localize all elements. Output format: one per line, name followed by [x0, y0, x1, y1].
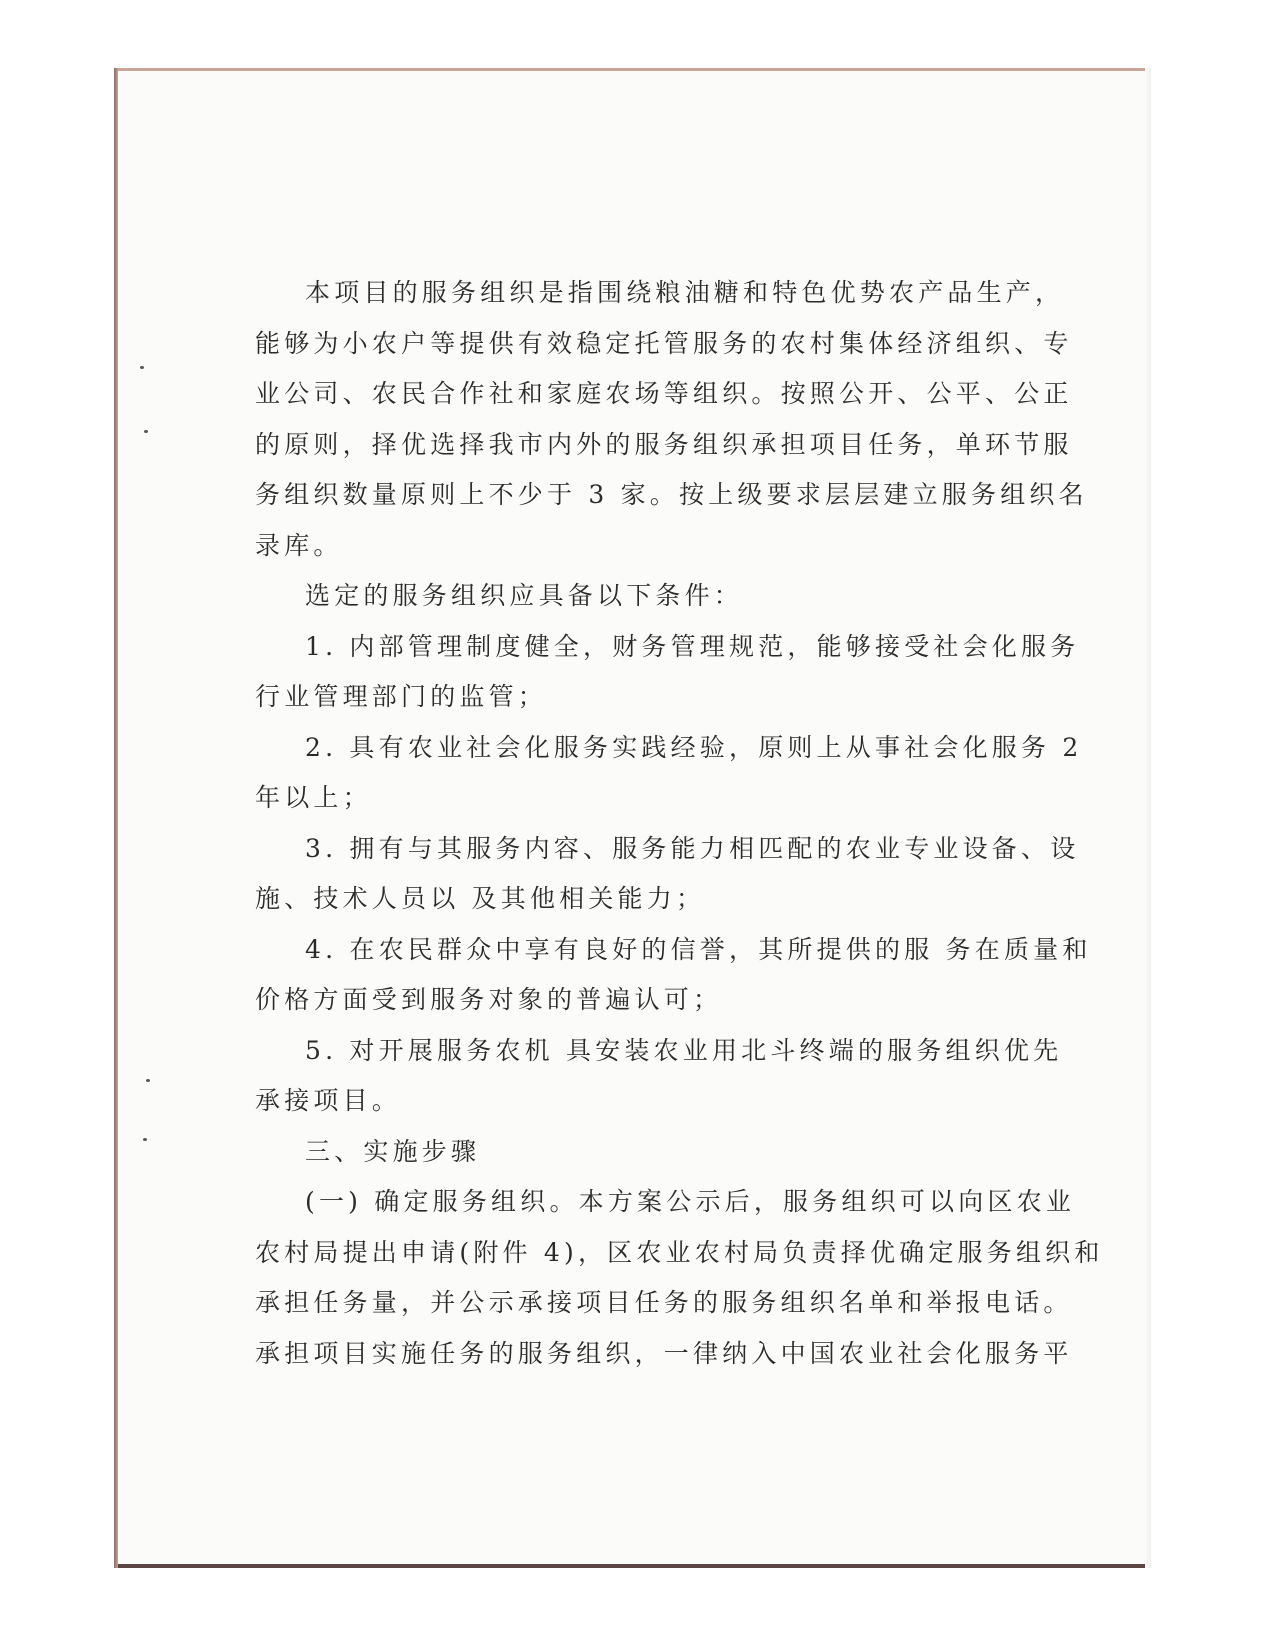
paragraph-line: 务组织数量原则上不少于 3 家。按上级要求层层建立服务组织名	[255, 480, 1088, 509]
paragraph-line: 农村局提出申请(附件 4)，区农业农村局负责择优确定服务组织和	[255, 1237, 1104, 1267]
scan-speck	[146, 1079, 150, 1082]
list-item-line: 价格方面受到服务对象的普遍认可；	[255, 985, 723, 1014]
paragraph-line: (一) 确定服务组织。本方案公示后，服务组织可以向区农业	[305, 1187, 1076, 1216]
scan-right-edge	[1145, 68, 1151, 1568]
paragraph-line: 的原则，择优选择我市内外的服务组织承担项目任务，单环节服	[255, 429, 1073, 459]
scan-speck	[144, 430, 148, 433]
list-item-line: 行业管理部门的监管；	[255, 682, 548, 711]
list-item-line: 1. 内部管理制度健全，财务管理规范，能够接受社会化服务	[305, 631, 1080, 661]
paragraph-line: 能够为小农户等提供有效稳定托管服务的农村集体经济组织、专	[255, 328, 1073, 358]
scan-left-edge	[0, 68, 124, 1568]
paragraph-line: 本项目的服务组织是指围绕粮油糖和特色优势农产品生产，	[305, 278, 1065, 307]
paragraph-line: 业公司、农民合作社和家庭农场等组织。按照公开、公平、公正	[255, 379, 1073, 408]
section-heading: 三、实施步骤	[305, 1136, 481, 1166]
paragraph-line: 承担项目实施任务的服务组织，一律纳入中国农业社会化服务平	[255, 1338, 1073, 1368]
list-item-line: 施、技术人员以 及其他相关能力；	[255, 884, 706, 913]
scan-speck	[143, 1138, 147, 1141]
list-item-line: 2. 具有农业社会化服务实践经验，原则上从事社会化服务 2	[305, 732, 1083, 762]
list-item-line: 4. 在农民群众中享有良好的信誉，其所提供的服 务在质量和	[305, 934, 1092, 964]
paragraph-line: 选定的服务组织应具备以下条件：	[305, 581, 744, 610]
list-item-line: 3. 拥有与其服务内容、服务能力相匹配的农业专业设备、设	[305, 833, 1080, 863]
paragraph-line: 录库。	[255, 530, 343, 560]
list-item-line: 承接项目。	[255, 1086, 402, 1115]
list-item-line: 5. 对开展服务农机 具安装农业用北斗终端的服务组织优先	[305, 1035, 1063, 1065]
document-body	[255, 268, 1104, 1379]
list-item-line: 年以上；	[255, 783, 372, 812]
scan-speck	[140, 366, 144, 369]
paragraph-line: 承担任务量，并公示承接项目任务的服务组织名单和举报电话。	[255, 1288, 1073, 1317]
